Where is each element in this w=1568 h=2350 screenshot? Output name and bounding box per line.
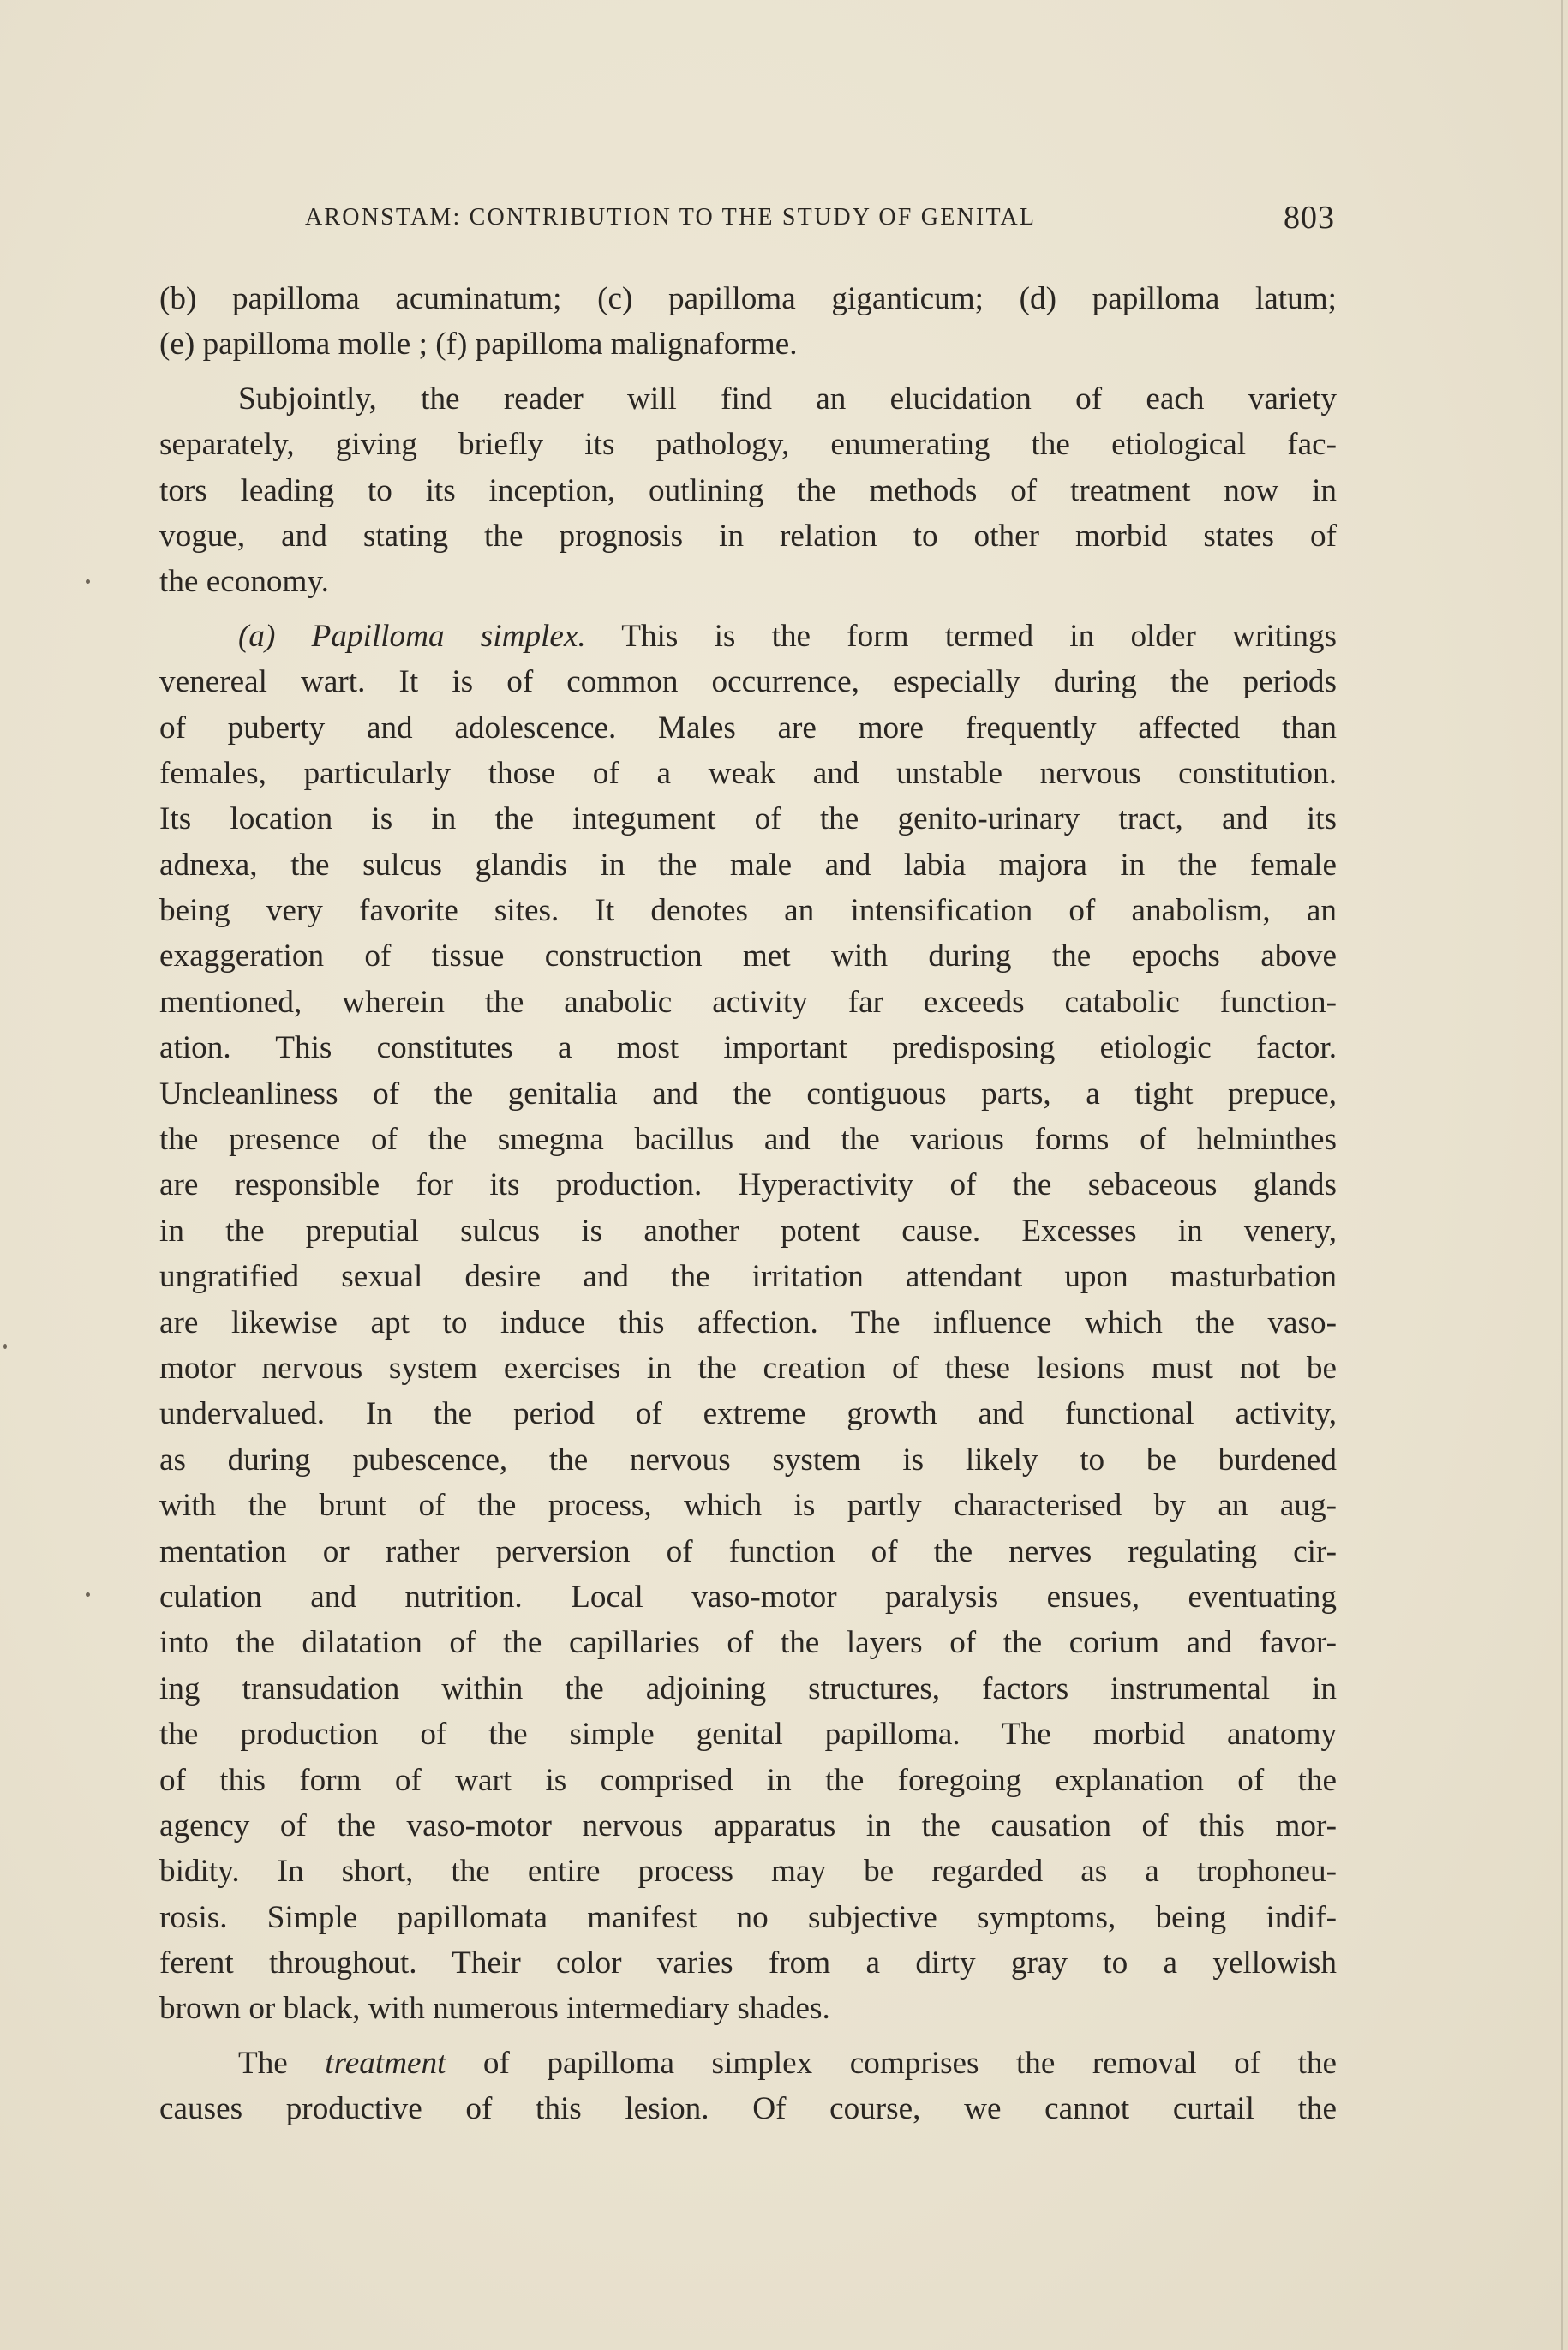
paragraph-variety-list — [159, 276, 1337, 368]
text-line: the production of the simple genital papilloma. The morbid anatomy — [159, 1717, 1337, 1753]
text-line: brown or black, with numerous intermediary shades. — [159, 1991, 830, 2027]
body-text — [159, 276, 1337, 2132]
paragraph-treatment-cont — [159, 2086, 1337, 2131]
text-line: as during pubescence, the nervous system is likely to be burdened — [159, 1442, 1337, 1478]
text-line: ing transudation within the adjoining structures, factors instrumental in — [159, 1670, 1337, 1706]
text-line: Its location is in the integument of the genito-urinary tract, and its — [159, 801, 1337, 837]
text-line: the economy. — [159, 564, 329, 600]
paragraph-papilloma-simplex — [159, 614, 1337, 659]
text-line: of puberty and adolescence. Males are more frequently affected than — [159, 710, 1337, 746]
text-fragment: of papilloma simplex comprises the removal of the — [482, 2045, 1338, 2081]
text-line: rosis. Simple papillomata manifest no subjective symptoms, being indif- — [159, 1899, 1337, 1935]
paper-speck — [86, 579, 90, 584]
paper-speck — [3, 1344, 7, 1349]
section-label: (a) — [238, 618, 276, 654]
page-header — [305, 200, 1335, 238]
text-line: undervalued. In the period of extreme growth and functional activity, — [159, 1396, 1337, 1432]
text-line: separately, giving briefly its pathology, enumerating the etiological fac- — [159, 427, 1337, 463]
text-fragment: The — [238, 2045, 288, 2081]
text-line: being very favorite sites. It denotes an intensification of anabolism, an — [159, 893, 1337, 929]
text-line: mentation or rather perversion of function of the nerves regulating cir- — [159, 1533, 1337, 1569]
text-line: agency of the vaso-motor nervous apparatus in the causation of this mor- — [159, 1807, 1337, 1843]
text-line: of this form of wart is comprised in the foregoing explanation of the — [159, 1762, 1337, 1798]
text-line: bidity. In short, the entire process may be regarded as a trophoneu- — [159, 1854, 1337, 1890]
paragraph-intro-cont — [159, 422, 1337, 605]
text-line: causes productive of this lesion. Of course, we cannot curtail the — [159, 2091, 1337, 2127]
text-line: ferent throughout. Their color varies from a dirty gray to a yellowish — [159, 1945, 1337, 1981]
text-line: the presence of the smegma bacillus and the various forms of helminthes — [159, 1122, 1337, 1158]
text-line: into the dilatation of the capillaries of the layers of the corium and favor- — [159, 1625, 1337, 1661]
text-line: ungratified sexual desire and the irritation attendant upon masturbation — [159, 1259, 1337, 1295]
text-line: (b) papilloma acuminatum; (c) papilloma giganticum; (d) papilloma latum; — [159, 281, 1337, 316]
paragraph-intro — [159, 376, 1337, 422]
text-line: with the brunt of the process, which is partly characterised by an aug- — [159, 1488, 1337, 1524]
text-line: adnexa, the sulcus glandis in the male and labia majora in the female — [159, 847, 1337, 883]
text-fragment: This is the form termed in older writings — [621, 618, 1337, 654]
paragraph-papilloma-simplex-cont — [159, 659, 1337, 2032]
text-line: Uncleanliness of the genitalia and the contiguous parts, a tight prepuce, — [159, 1076, 1337, 1112]
text-line: vogue, and stating the prognosis in relation to other morbid states of — [159, 518, 1337, 554]
text-line: mentioned, wherein the anabolic activity far exceeds catabolic function- — [159, 984, 1337, 1020]
treatment-term: treatment — [325, 2045, 446, 2081]
text-line: are likewise apt to induce this affection. The influence which the vaso- — [159, 1304, 1337, 1340]
page-edge — [1561, 0, 1563, 2350]
paper-speck — [86, 1592, 90, 1597]
text-line: (e) papilloma molle ; (f) papilloma malignaforme. — [159, 327, 798, 363]
text-line: exaggeration of tissue construction met with during the epochs above — [159, 938, 1337, 974]
paragraph-treatment — [159, 2041, 1337, 2086]
text-line: in the preputial sulcus is another potent cause. Excesses in venery, — [159, 1213, 1337, 1249]
text-line: culation and nutrition. Local vaso-motor paralysis ensues, eventuating — [159, 1579, 1337, 1615]
page-number: 803 — [1284, 200, 1335, 236]
text-line: venereal wart. It is of common occurrence, especially during the periods — [159, 664, 1337, 700]
text-line: tors leading to its inception, outlining the methods of treatment now in — [159, 472, 1337, 508]
text-line: are responsible for its production. Hyperactivity of the sebaceous glands — [159, 1167, 1337, 1203]
text-line-heading — [238, 614, 1337, 659]
running-head: ARONSTAM: CONTRIBUTION TO THE STUDY OF GENITAL — [305, 204, 1037, 231]
text-line: motor nervous system exercises in the creation of these lesions must not be — [159, 1350, 1337, 1386]
text-line-heading — [238, 2041, 1337, 2086]
text-line: ation. This constitutes a most important predisposing etiologic factor. — [159, 1030, 1337, 1066]
section-title: Papilloma simplex. — [311, 618, 586, 654]
text-line: females, particularly those of a weak and unstable nervous constitution. — [159, 755, 1337, 791]
text-line: Subjointly, the reader will find an elucidation of each variety — [238, 381, 1337, 417]
